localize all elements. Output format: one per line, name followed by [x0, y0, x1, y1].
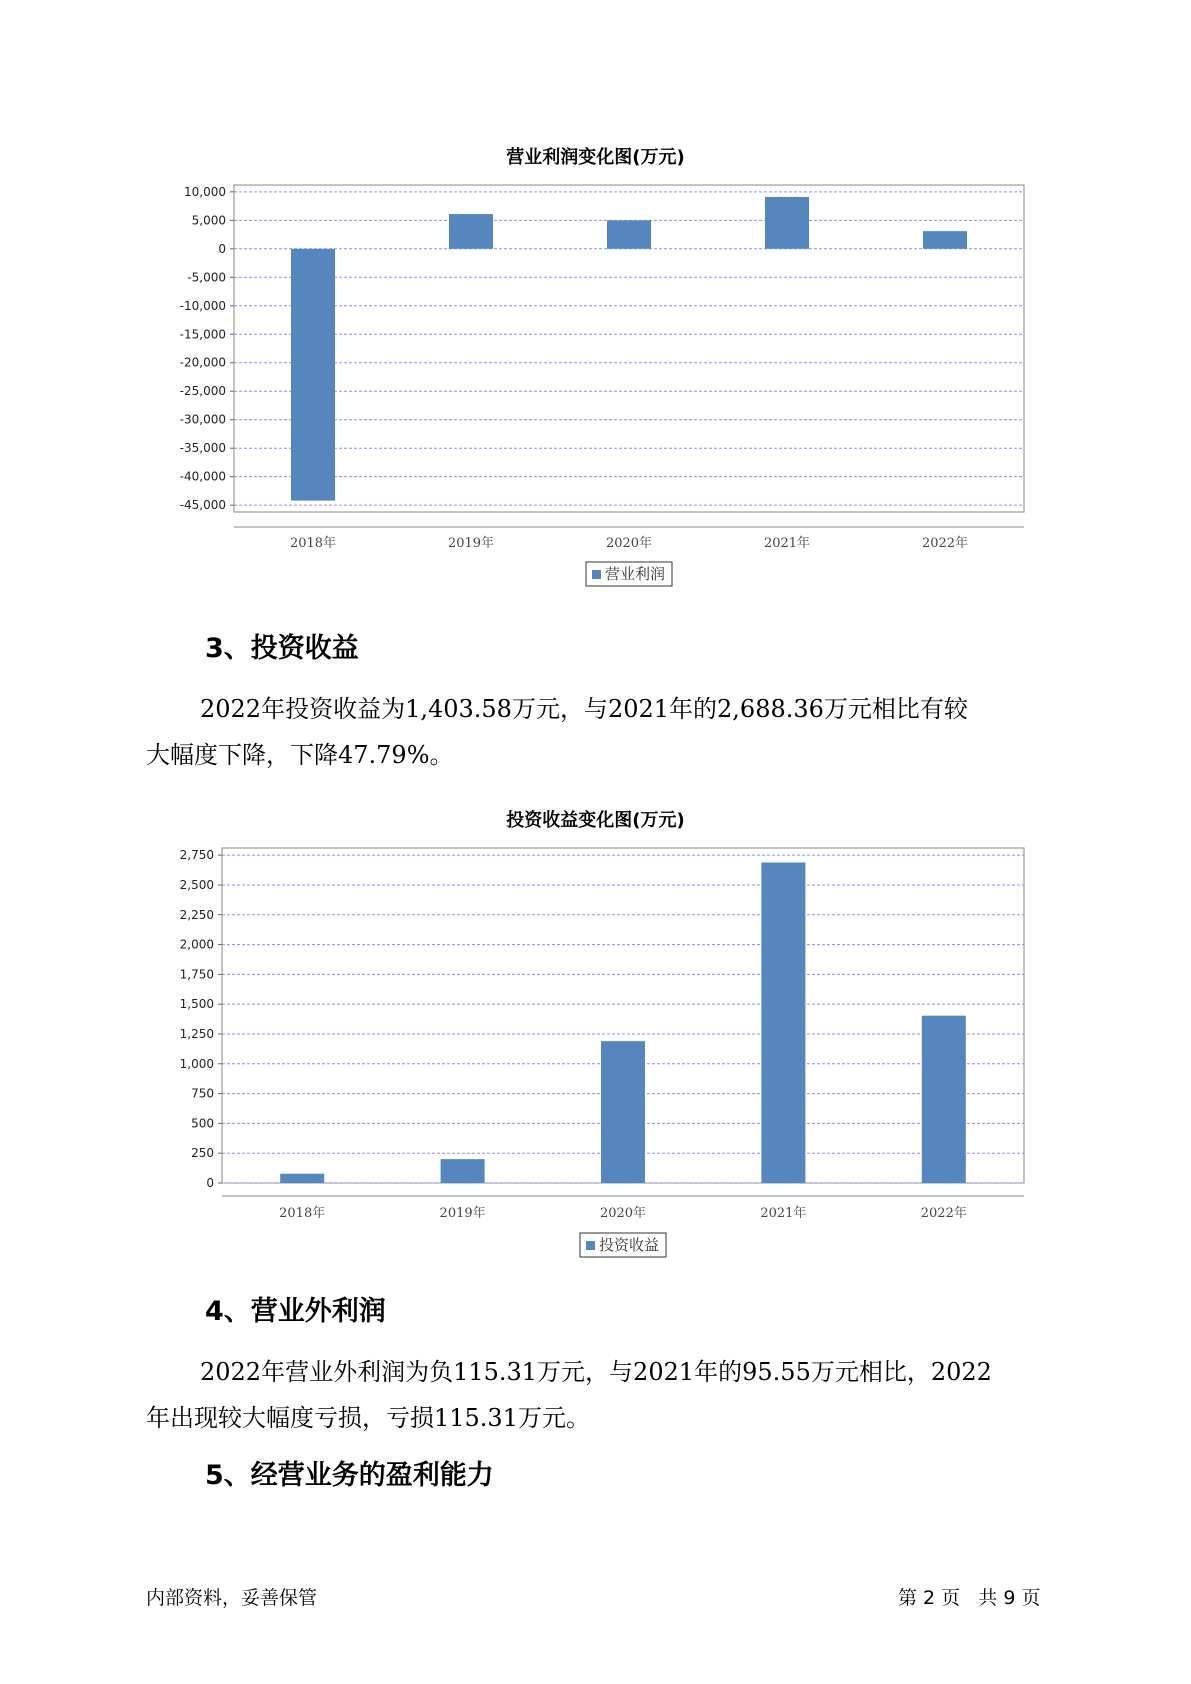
- chart-title-operating-profit: 营业利润变化图(万元): [506, 147, 685, 168]
- bar-2021年: [761, 863, 805, 1183]
- y-tick-label: -25,000: [179, 384, 226, 399]
- y-tick-label: 250: [191, 1146, 214, 1161]
- paragraph-non-operating-profit-1: 2022年营业外利润为负115.31万元，与2021年的95.55万元相比，2022: [200, 1358, 992, 1386]
- paragraph-investment-income-2: 大幅度下降，下降47.79%。: [146, 741, 454, 769]
- x-tick-label: 2019年: [447, 536, 495, 551]
- y-tick-label: -45,000: [179, 498, 226, 513]
- y-tick-label: 500: [191, 1116, 214, 1131]
- y-tick-label: -10,000: [179, 298, 226, 313]
- x-tick-label: 2021年: [763, 536, 811, 551]
- x-tick-label: 2018年: [289, 536, 337, 551]
- y-tick-label: -15,000: [179, 327, 226, 342]
- x-tick-label: 2020年: [599, 1206, 647, 1221]
- paragraph-investment-income-1: 2022年投资收益为1,403.58万元，与2021年的2,688.36万元相比有较: [200, 695, 968, 723]
- y-tick-label: 2,250: [179, 907, 214, 922]
- bar-2018年: [291, 249, 335, 501]
- y-tick-label: 5,000: [191, 213, 226, 228]
- bar-2022年: [923, 231, 967, 249]
- bar-2020年: [607, 220, 651, 248]
- legend-label: 投资收益: [599, 1236, 660, 1254]
- bar-2021年: [765, 197, 809, 249]
- legend-swatch: [586, 1241, 595, 1250]
- bar-2018年: [280, 1174, 324, 1183]
- legend-label: 营业利润: [605, 565, 666, 583]
- x-tick-label: 2020年: [605, 536, 653, 551]
- y-tick-label: 1,250: [179, 1026, 214, 1041]
- footer-page-number: 第 2 页 共 9 页: [898, 1587, 1041, 1609]
- y-tick-label: 1,750: [179, 967, 214, 982]
- y-tick-label: 2,500: [179, 877, 214, 892]
- footer-confidential-note: 内部资料，妥善保管: [146, 1587, 318, 1609]
- section-heading-non-operating-profit: 4、营业外利润: [205, 1296, 386, 1327]
- investment-income-chart: [150, 838, 1030, 1258]
- y-tick-label: -5,000: [187, 270, 226, 285]
- legend-swatch: [592, 570, 601, 579]
- bar-2022年: [922, 1016, 966, 1183]
- y-tick-label: 1,000: [179, 1056, 214, 1071]
- y-tick-label: 10,000: [184, 184, 226, 199]
- y-tick-label: -30,000: [179, 412, 226, 427]
- y-tick-label: 0: [218, 241, 226, 256]
- y-tick-label: -35,000: [179, 441, 226, 456]
- x-tick-label: 2019年: [439, 1206, 486, 1221]
- x-tick-label: 2018年: [279, 1206, 326, 1221]
- bar-2019年: [449, 214, 493, 249]
- chart-title-investment-income: 投资收益变化图(万元): [506, 810, 685, 831]
- bar-2019年: [441, 1159, 485, 1183]
- y-tick-label: -40,000: [179, 469, 226, 484]
- y-tick-label: 1,500: [179, 997, 214, 1012]
- paragraph-non-operating-profit-2: 年出现较大幅度亏损，亏损115.31万元。: [146, 1404, 590, 1432]
- x-tick-label: 2021年: [760, 1206, 807, 1221]
- legend: [580, 1233, 666, 1257]
- y-tick-label: 750: [191, 1086, 214, 1101]
- bar-2020年: [601, 1041, 645, 1183]
- section-heading-operating-profitability: 5、经营业务的盈利能力: [205, 1460, 494, 1491]
- legend: [586, 562, 672, 586]
- x-tick-label: 2022年: [921, 536, 969, 551]
- x-tick-label: 2022年: [920, 1206, 967, 1221]
- y-tick-label: 2,000: [179, 937, 214, 952]
- operating-profit-chart: [150, 175, 1030, 595]
- y-tick-label: 0: [206, 1176, 214, 1190]
- y-tick-label: 2,750: [179, 848, 214, 863]
- section-heading-investment-income: 3、投资收益: [205, 633, 359, 664]
- y-tick-label: -20,000: [179, 355, 226, 370]
